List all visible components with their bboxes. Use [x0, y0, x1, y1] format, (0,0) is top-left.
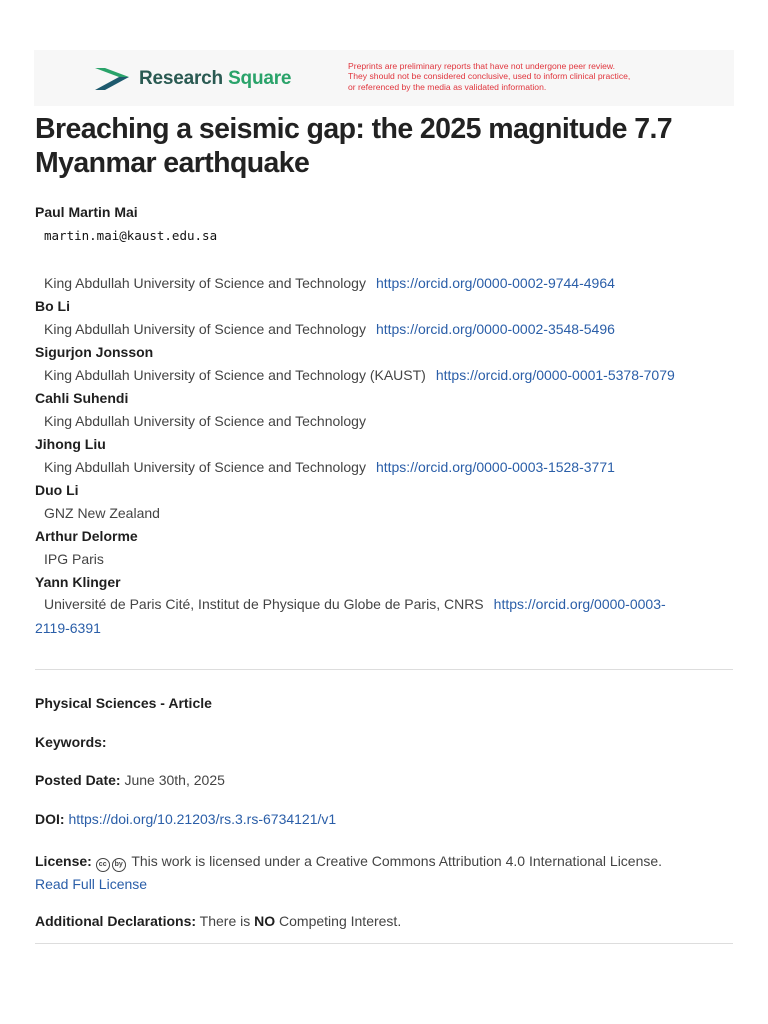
author-affiliation-row — [35, 546, 745, 572]
doi-label: DOI: — [35, 811, 65, 827]
author-affiliation-row — [35, 316, 745, 342]
author-list — [35, 202, 745, 640]
posted-date-value: June 30th, 2025 — [124, 772, 225, 788]
attribution-icon: by — [112, 858, 126, 872]
affiliation-text: IPG Paris — [44, 551, 104, 567]
paper-title: Breaching a seismic gap: the 2025 magnitude 7.7 Myanmar earthquake — [35, 113, 673, 179]
orcid-link[interactable]: https://orcid.org/0000-0001-5378-7079 — [435, 367, 675, 383]
affiliation-text: King Abdullah University of Science and Technology — [44, 275, 366, 291]
orcid-link-continued-row — [35, 616, 745, 640]
affiliation-text: GNZ New Zealand — [44, 505, 160, 521]
section-divider — [35, 943, 733, 944]
orcid-link[interactable]: https://orcid.org/0000-0002-9744-4964 — [375, 275, 615, 291]
author-name: Arthur Delorme — [35, 528, 138, 544]
license-label: License: — [35, 853, 92, 869]
doi-link[interactable]: https://doi.org/10.21203/rs.3.rs-6734121/v1 — [68, 811, 337, 827]
author-affiliation-row — [35, 270, 745, 296]
author-email[interactable]: martin.mai@kaust.edu.sa — [44, 228, 218, 243]
logo-text — [139, 68, 291, 90]
author-name: Bo Li — [35, 298, 70, 314]
author-name: Duo Li — [35, 482, 79, 498]
author-name: Paul Martin Mai — [35, 204, 138, 220]
disclaimer-line: They should not be considered conclusive, used to inform clinical practice, — [348, 71, 631, 82]
author-name: Sigurjon Jonsson — [35, 344, 154, 360]
affiliation-text: King Abdullah University of Science and Technology — [44, 413, 366, 429]
affiliation-text: King Abdullah University of Science and Technology — [44, 321, 366, 337]
declarations-text-post: Competing Interest. — [279, 913, 402, 929]
disclaimer-line: or referenced by the media as validated information. — [348, 81, 547, 92]
author-affiliation-row — [35, 408, 745, 434]
preprint-disclaimer — [348, 61, 728, 92]
affiliation-text: King Abdullah University of Science and Technology — [44, 459, 366, 475]
article-category — [35, 695, 745, 711]
license-row — [35, 850, 745, 896]
author-name: Jihong Liu — [35, 436, 106, 452]
affiliation-text: Université de Paris Cité, Institut de Physique du Globe de Paris, CNRS — [44, 596, 484, 612]
author-affiliation-row — [35, 454, 745, 480]
author-name: Cahli Suhendi — [35, 390, 129, 406]
section-divider — [35, 669, 733, 670]
declarations-label: Additional Declarations: — [35, 913, 197, 929]
doi-row — [35, 811, 745, 827]
logo-text-research: Research — [139, 68, 223, 89]
disclaimer-line: Preprints are preliminary reports that have not undergone peer review. — [348, 61, 616, 71]
creative-commons-icon: cc — [96, 858, 110, 872]
author-name: Yann Klinger — [35, 574, 121, 590]
orcid-link[interactable]: https://orcid.org/0000-0003-1528-3771 — [375, 459, 615, 475]
declarations-row — [35, 913, 745, 929]
author-affiliation-row — [35, 362, 745, 388]
logo-chevron-icon — [93, 66, 131, 92]
author-affiliation-row — [35, 500, 745, 526]
category-label: Physical Sciences - Article — [35, 695, 212, 711]
declarations-no: NO — [254, 913, 276, 929]
research-square-logo[interactable] — [93, 66, 291, 92]
license-text: This work is licensed under a Creative Commons Attribution 4.0 International License. — [131, 853, 663, 869]
orcid-link[interactable]: https://orcid.org/0000-0003- — [493, 596, 666, 612]
author-affiliation-row — [35, 592, 745, 616]
logo-text-square: Square — [228, 68, 292, 89]
keywords-row — [35, 734, 745, 750]
keywords-label: Keywords: — [35, 734, 107, 750]
posted-date-label: Posted Date: — [35, 772, 121, 788]
posted-date-row — [35, 772, 745, 788]
orcid-link[interactable]: https://orcid.org/0000-0002-3548-5496 — [375, 321, 615, 337]
read-full-license-link[interactable]: Read Full License — [35, 876, 148, 892]
orcid-link-continued[interactable]: 2119-6391 — [35, 620, 101, 636]
declarations-text-pre: There is — [199, 913, 251, 929]
affiliation-text: King Abdullah University of Science and Technology (KAUST) — [44, 367, 426, 383]
